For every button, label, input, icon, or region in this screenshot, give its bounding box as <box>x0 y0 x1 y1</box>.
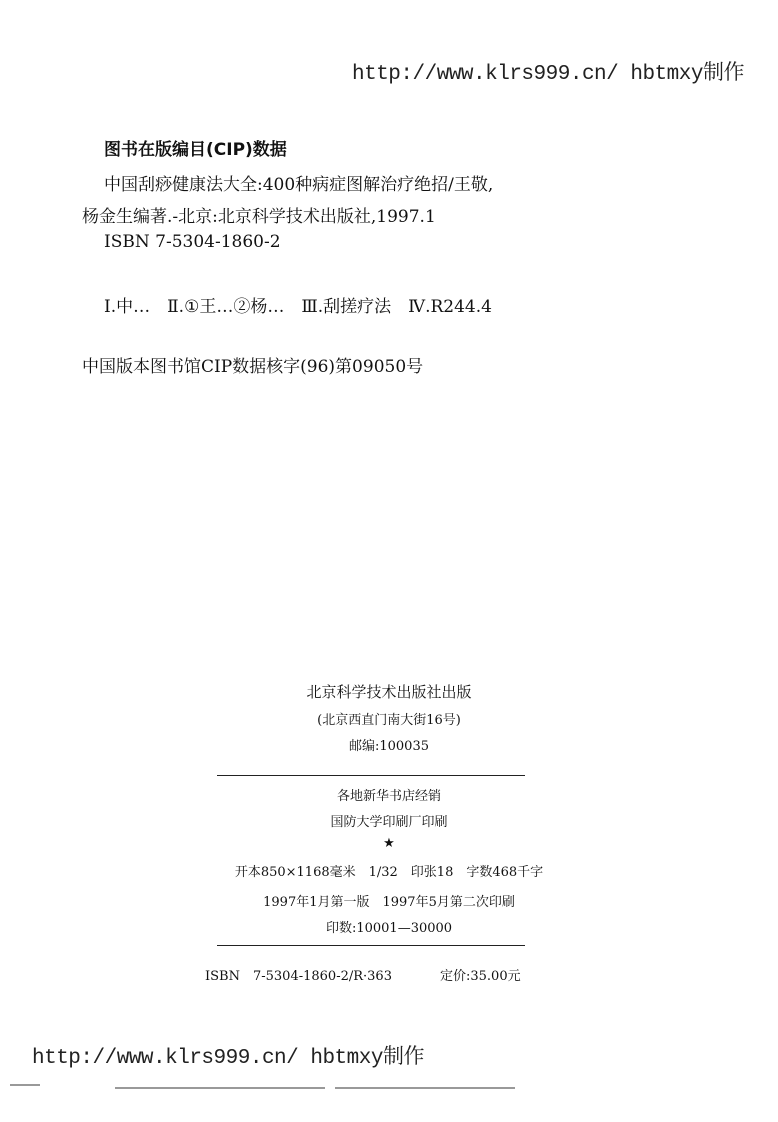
watermark-top: http://www.klrs999.cn/ hbtmxy制作 <box>352 63 744 86</box>
cip-heading: 图书在版编目(CIP)数据 <box>104 140 287 160</box>
distributor: 各地新华书店经销 <box>336 789 441 804</box>
divider <box>217 775 525 776</box>
scan-artifact <box>115 1087 325 1089</box>
publisher-address: (北京西直门南大街16号) <box>317 713 461 728</box>
divider <box>217 945 525 946</box>
cip-record-number: 中国版本图书馆CIP数据核字(96)第09050号 <box>82 357 424 377</box>
print-run: 印数:10001—30000 <box>325 921 453 936</box>
scan-artifact <box>10 1084 40 1086</box>
cip-isbn: ISBN 7-5304-1860-2 <box>104 232 281 252</box>
watermark-bottom: http://www.klrs999.cn/ hbtmxy制作 <box>32 1047 424 1070</box>
star-separator: ★ <box>383 836 395 851</box>
cip-author-line: 杨金生编著.-北京:北京科学技术出版社,1997.1 <box>82 207 436 227</box>
cip-title-line: 中国刮痧健康法大全:400种病症图解治疗绝招/王敬, <box>104 175 494 195</box>
book-specs: 开本850×1168毫米 1/32 印张18 字数468千字 <box>234 865 544 880</box>
cip-classification: Ⅰ.中… Ⅱ.①王…②杨… Ⅲ.刮搓疗法 Ⅳ.R244.4 <box>104 297 492 317</box>
postcode: 邮编:100035 <box>348 739 429 754</box>
price: 定价:35.00元 <box>440 969 521 984</box>
edition-info: 1997年1月第一版 1997年5月第二次印刷 <box>263 895 515 910</box>
publisher: 北京科学技术出版社出版 <box>306 683 472 701</box>
isbn-full: ISBN 7-5304-1860-2/R·363 <box>205 969 392 984</box>
printer: 国防大学印刷厂印刷 <box>330 815 448 830</box>
scan-artifact <box>335 1087 515 1089</box>
